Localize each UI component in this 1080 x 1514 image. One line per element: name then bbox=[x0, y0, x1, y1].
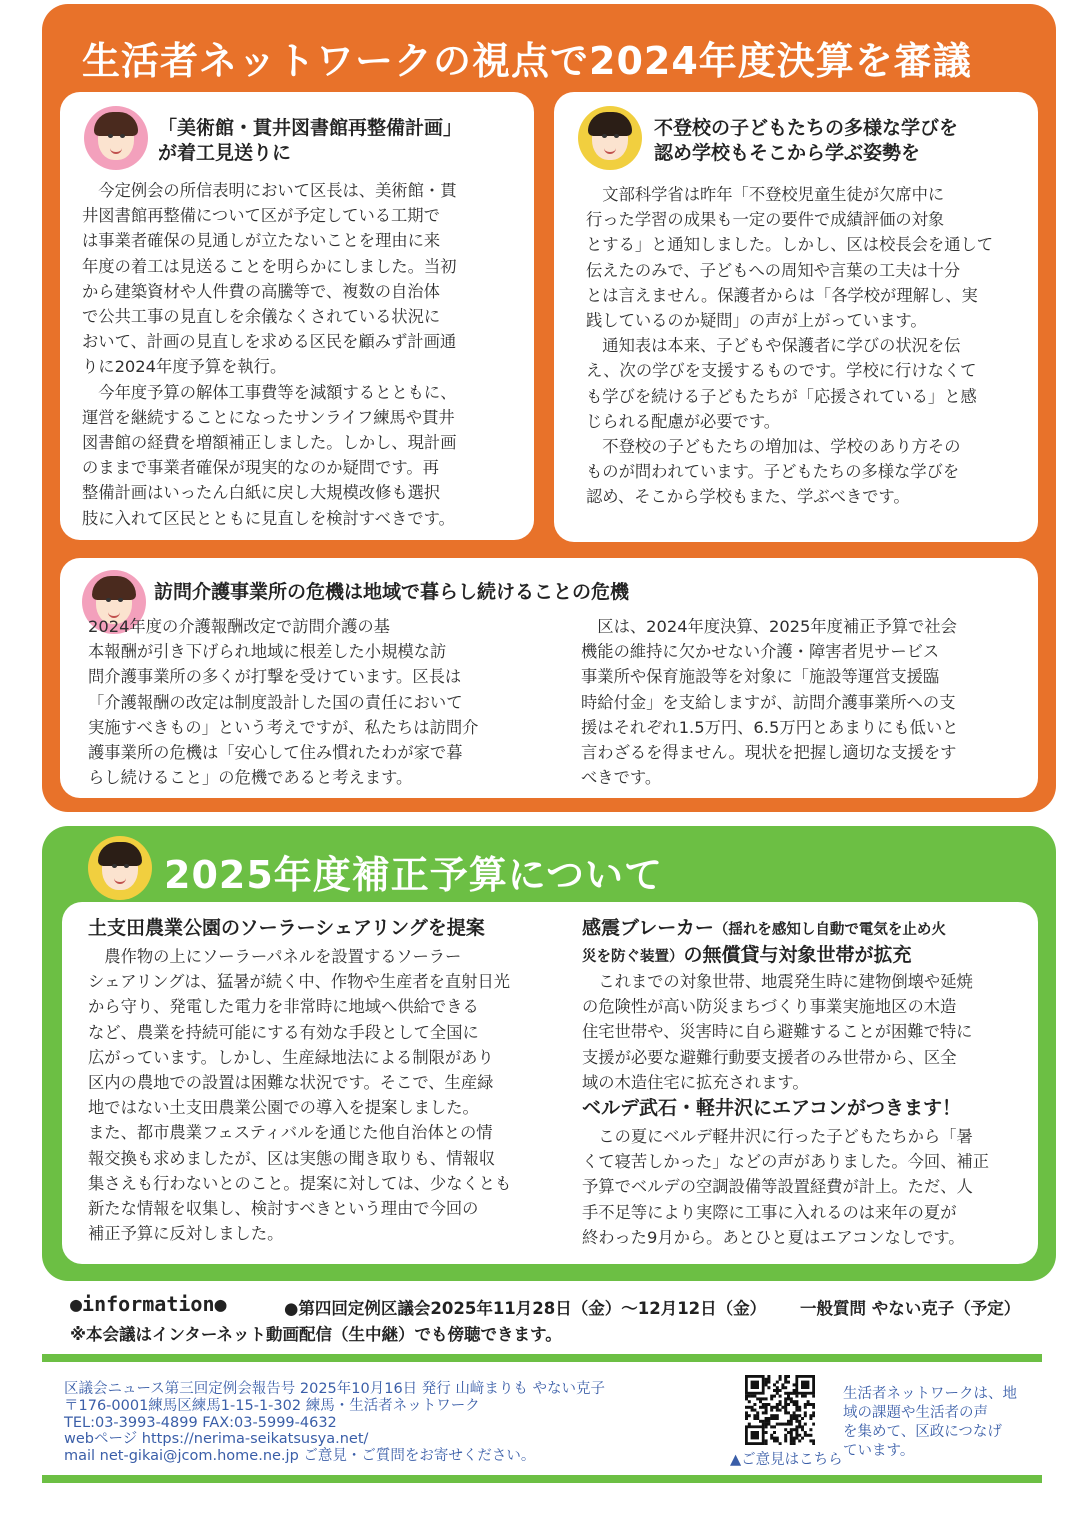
text-line: 「介護報酬の改定は制度設計した国の責任において bbox=[88, 692, 463, 712]
text-line: これまでの対象世帯、地震発生時に建物倒壊や延焼 bbox=[582, 972, 973, 991]
text-line: 機能の維持に欠かせない介護・障害者児サービス bbox=[581, 642, 940, 662]
text-line: 年度の着工は見送ることを明らかにしました。当初 bbox=[82, 256, 457, 276]
text-line: 護事業所の危機は「安心して住み慣れたわが家で暮 bbox=[88, 743, 463, 763]
text-line: 区は、2024年度決算、2025年度補正予算で社会 bbox=[581, 617, 957, 636]
text-line: くて寝苦しかった」などの声がありました。今回、補正 bbox=[582, 1152, 990, 1172]
card-body-left bbox=[88, 614, 538, 790]
text-line: 図書館の経費を増額補正しました。しかし、現計画 bbox=[82, 433, 457, 453]
text-line: 2024年度の介護報酬改定で訪問介護の基 bbox=[88, 617, 390, 636]
text-line: 生活者ネットワークは、地 bbox=[843, 1386, 1017, 1402]
streaming-note: ※本会議はインターネット動画配信（生中継）でも傍聴できます。 bbox=[70, 1325, 562, 1344]
text-line: 集さえも行わないとのこと。提案に対しては、少なくとも bbox=[88, 1173, 512, 1193]
text-line: 区内の農地での設置は困難な状況です。そこで、生産緑 bbox=[88, 1073, 494, 1093]
truancy-learning-card bbox=[554, 92, 1038, 542]
text-line: 整備計画はいったん白紙に戻し大規模改修も選択 bbox=[82, 483, 441, 503]
text-line: この夏にベルデ軽井沢に行った子どもたちから「暑 bbox=[582, 1127, 973, 1146]
text-line: 広がっています。しかし、生産緑地法による制限があり bbox=[88, 1047, 494, 1067]
text-line: ものが問われています。子どもたちの多様な学びを bbox=[586, 462, 960, 482]
text-line: とする」と通知しました。しかし、区は校長会を通して bbox=[586, 235, 994, 255]
card-body-right bbox=[581, 614, 1031, 790]
solar-sharing-body bbox=[88, 944, 528, 1246]
text-line: から守り、発電した電力を非常時に地域へ供給できる bbox=[88, 997, 479, 1017]
text-line: 今年度予算の解体工事費等を減額するとともに、 bbox=[82, 382, 457, 402]
card-body bbox=[82, 178, 522, 531]
text-line: 住宅世帯や、災害時に自ら避難することが困難で特に bbox=[582, 1022, 973, 1042]
card-heading: 「美術館・貫井図書館再整備計画」 が着工見送りに bbox=[158, 117, 463, 164]
text-line: 農作物の上にソーラーパネルを設置するソーラー bbox=[88, 947, 462, 966]
verde-aircon-body bbox=[582, 1124, 1032, 1250]
text-line: を集めて、区政につなげ bbox=[843, 1424, 1002, 1440]
solar-sharing-heading: 土支田農業公園のソーラーシェアリングを提案 bbox=[88, 917, 485, 939]
text-line: 問介護事業所の多くが打撃を受けています。区長は bbox=[88, 667, 462, 687]
card-body bbox=[586, 182, 1026, 510]
text-line: 井図書館再整備について区が予定している工期で bbox=[82, 206, 440, 226]
text-line: 支援が必要な避難行動要支援者のみ世帯から、区全 bbox=[582, 1047, 957, 1067]
text-line: 今定例会の所信表明において区長は、美術館・貫 bbox=[82, 181, 457, 200]
text-line: 行った学習の成果も一定の要件で成績評価の対象 bbox=[586, 210, 945, 230]
text-line: 域の課題や生活者の声 bbox=[843, 1405, 988, 1421]
text-line: など、農業を持続可能にする有効な手段として全国に bbox=[88, 1022, 479, 1042]
text-line: から建築資材や人件費の高騰等で、複数の自治体 bbox=[82, 281, 440, 301]
text-line: 伝えたのみで、子どもへの周知や言葉の工夫は十分 bbox=[586, 260, 961, 280]
person-portrait-icon bbox=[88, 836, 152, 900]
text-line: 本報酬が引き下げられ地域に根差した小規模な訪 bbox=[88, 642, 447, 662]
text-line: 終わった9月から。あとひと夏はエアコンなしです。 bbox=[582, 1227, 965, 1247]
text-line: 文部科学省は昨年「不登校児童生徒が欠席中に bbox=[586, 185, 945, 204]
text-line: 通知表は本来、子どもや保護者に学びの状況を伝 bbox=[586, 336, 961, 356]
person-portrait-icon bbox=[578, 106, 642, 170]
session-schedule: ●第四回定例区議会2025年11月28日（金）〜12月12日（金） bbox=[284, 1299, 767, 1318]
seismic-breaker-heading: 感震ブレーカー（揺れを感知し自動で電気を止め火 災を防ぐ装置）の無償貸与対象世帯が拡充 bbox=[582, 917, 946, 966]
text-line: ています。 bbox=[843, 1443, 915, 1459]
general-question: 一般質問 やない克子（予定） bbox=[800, 1299, 1021, 1318]
qr-caption: ▲ご意見はこちら bbox=[730, 1452, 843, 1468]
card-heading: 訪問介護事業所の危機は地域で暮らし続けることの危機 bbox=[154, 581, 630, 603]
network-message bbox=[843, 1385, 1043, 1461]
text-line: 補正予算に反対しました。 bbox=[88, 1224, 284, 1244]
text-line: 報交換も求めましたが、区は実態の聞き取りも、情報収 bbox=[88, 1148, 496, 1168]
text-line: 不登校の子どもたちの増加は、学校のあり方その bbox=[586, 437, 961, 457]
text-line: らし続けること」の危機であると考えます。 bbox=[88, 768, 413, 788]
divider bbox=[42, 1354, 1042, 1362]
text-line: じられる配慮が必要です。 bbox=[586, 411, 781, 431]
supplementary-budget-card bbox=[62, 902, 1038, 1264]
text-line: で公共工事の見直しを余儀なくされている状況に bbox=[82, 307, 441, 327]
mail-link[interactable]: mail net-gikai@jcom.home.ne.jp ご意見・ご質問をお寄せください。 bbox=[64, 1448, 536, 1465]
text-line: 践しているのか疑問」の声が上がっています。 bbox=[586, 311, 927, 331]
information-label: ●information● bbox=[70, 1292, 227, 1316]
person-portrait-icon bbox=[84, 106, 148, 170]
text-line: 地ではない土支田農業公園での導入を提案しました。 bbox=[88, 1098, 479, 1118]
text-line: 域の木造住宅に拡充されます。 bbox=[582, 1072, 809, 1092]
text-line: 予算でベルデの空調設備等設置経費が計上。ただ、人 bbox=[582, 1177, 973, 1197]
seismic-breaker-body bbox=[582, 969, 1032, 1095]
home-care-card bbox=[60, 558, 1038, 798]
text-line: また、都市農業フェスティバルを通じた他自治体との情 bbox=[88, 1123, 493, 1143]
text-line: 運営を継続することになったサンライフ練馬や貫井 bbox=[82, 407, 455, 427]
section-title: 2025年度補正予算について bbox=[164, 853, 664, 897]
text-line: 新たな情報を収集し、検討すべきという理由で今回の bbox=[88, 1199, 479, 1219]
divider bbox=[42, 1475, 1042, 1483]
text-line: のままで事業者確保が現実的なのか疑問です。再 bbox=[82, 458, 439, 478]
text-line: べきです。 bbox=[581, 768, 662, 788]
text-line: 手不足等により実際に工事に入れるのは来年の夏が bbox=[582, 1202, 957, 1222]
website-link[interactable]: webページ https://nerima-seikatsusya.net/ bbox=[64, 1431, 369, 1448]
qr-code-icon[interactable] bbox=[745, 1375, 815, 1445]
card-heading: 不登校の子どもたちの多様な学びを 認め学校もそこから学ぶ姿勢を bbox=[654, 117, 959, 164]
supplementary-budget-section bbox=[42, 826, 1056, 1281]
text-line: 言わざるを得ません。現状を把握し適切な支援をす bbox=[581, 743, 957, 763]
text-line: の危険性が高い防災まちづくり事業実施地区の木造 bbox=[582, 997, 957, 1017]
text-line: 実施すべきもの」という考えですが、私たちは訪問介 bbox=[88, 717, 479, 737]
section-title: 生活者ネットワークの視点で2024年度決算を審議 bbox=[82, 39, 972, 83]
text-line: 時給付金」を支給しますが、訪問介護事業所への支 bbox=[581, 692, 956, 712]
text-line: は事業者確保の見通しが立たないことを理由に来 bbox=[82, 231, 441, 251]
text-line: 援はそれぞれ1.5万円、6.5万円とあまりにも低いと bbox=[581, 717, 959, 737]
text-line: 事業所や保育施設等を対象に「施設等運営支援臨 bbox=[581, 667, 940, 687]
text-line: 肢に入れて区民とともに見直しを検討すべきです。 bbox=[82, 508, 455, 528]
museum-library-card bbox=[60, 92, 534, 540]
text-line: とは言えません。保護者からは「各学校が理解し、実 bbox=[586, 285, 978, 305]
text-line: シェアリングは、猛暑が続く中、作物や生産者を直射日光 bbox=[88, 972, 511, 992]
text-line: え、次の学びを支援するものです。学校に行けなくて bbox=[586, 361, 977, 381]
verde-aircon-heading: ベルデ武石・軽井沢にエアコンがつきます！ bbox=[582, 1097, 962, 1119]
publisher-info: 区議会ニュース第三回定例会報告号 2025年10月16日 発行 山﨑まりも やない克子 〒176-0001練馬区練馬1-15-1-302 練馬・生活者ネットワーク TEL:03-3993-4899 FAX:03-5999-4632 webページ https://nerima-seikatsusya.net/ mail net-gikai@jcom.home.ne.jp ご意見・ご質問をお寄せください。 bbox=[64, 1381, 684, 1465]
text-line: 認め、そこから学校もまた、学ぶべきです。 bbox=[586, 487, 910, 507]
text-line: も学びを続ける子どもたちが「応援されている」と感 bbox=[586, 386, 977, 406]
budget-review-section bbox=[42, 4, 1056, 812]
text-line: りに2024年度予算を執行。 bbox=[82, 357, 287, 377]
text-line: おいて、計画の見直しを求める区民を顧みず計画通 bbox=[82, 332, 457, 352]
